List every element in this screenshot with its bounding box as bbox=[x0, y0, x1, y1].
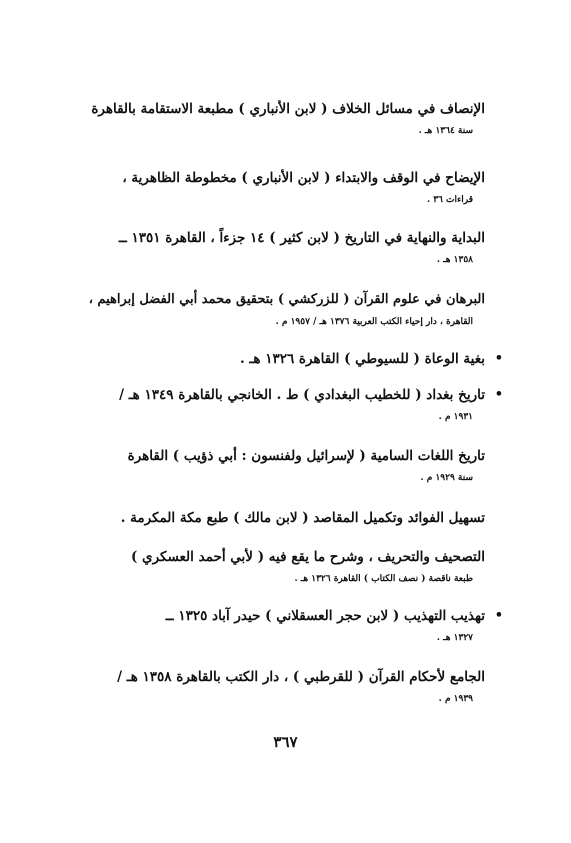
entry-text: تاريخ بغداد ( للخطيب البغدادي ) ط . الخانجي بالقاهرة ١٣٤٩ هـ / bbox=[119, 387, 485, 403]
bibliography-entry bbox=[87, 666, 485, 710]
bibliography-entry bbox=[87, 167, 485, 211]
entry-line: ١٣٢٧ هـ . bbox=[436, 633, 473, 643]
bibliography-entry bbox=[87, 605, 503, 649]
entry-line: القاهرة ، دار إحياء الكتب العربية ١٣٧٦ هـ / ١٩٥٧ م . bbox=[275, 317, 473, 327]
bibliography-entry bbox=[87, 445, 485, 489]
entry-text: بغية الوعاة ( للسيوطي ) القاهرة ١٣٢٦ هـ . bbox=[240, 351, 485, 367]
entry-line: ١٩٣٩ م . bbox=[438, 694, 473, 704]
bullet-icon: • bbox=[494, 387, 503, 402]
entry-line: الإيضاح في الوقف والابتداء ( لابن الأنباري ) مخطوطة الظاهرية ، bbox=[122, 170, 485, 186]
entry-line: طبعة ناقصة ( نصف الكتاب ) القاهرة ١٣٢٦ هـ . bbox=[294, 574, 473, 584]
bibliography-entry bbox=[87, 384, 503, 428]
bibliography-entry bbox=[87, 507, 485, 529]
bullet-icon: • bbox=[494, 351, 503, 366]
bibliography-entry bbox=[87, 98, 485, 142]
entry-line: البداية والنهاية في التاريخ ( لابن كثير ) ١٤ جزءاً ، القاهرة ١٣٥١ ــ bbox=[118, 230, 485, 246]
entry-line: سنة ١٩٢٩ م . bbox=[420, 473, 473, 483]
entry-text: تهذيب التهذيب ( لابن حجر العسقلاني ) حيدر آباد ١٣٢٥ ــ bbox=[165, 608, 485, 624]
entry-line: الإنصاف في مسائل الخلاف ( لابن الأنباري ) مطبعة الاستقامة بالقاهرة bbox=[91, 101, 485, 117]
bullet-icon: • bbox=[494, 608, 503, 623]
page-number: ٣٦٧ bbox=[273, 733, 298, 751]
entry-line: قراءات ٣٦ . bbox=[426, 195, 473, 205]
entry-line bbox=[87, 348, 503, 370]
entry-line: ١٣٥٨ هـ . bbox=[436, 255, 473, 265]
entry-line bbox=[87, 384, 503, 406]
entry-line bbox=[87, 605, 503, 627]
entry-line: تاريخ اللغات السامية ( لإسرائيل ولفنسون : أبي ذؤيب ) القاهرة bbox=[127, 448, 485, 464]
bibliography-entry bbox=[87, 289, 485, 333]
bibliography-entry bbox=[87, 227, 485, 271]
bibliography-entry bbox=[87, 546, 485, 590]
entry-line: ١٩٣١ م . bbox=[438, 412, 473, 422]
entry-line: البرهان في علوم القرآن ( للزركشي ) بتحقيق محمد أبي الفضل إبراهيم ، bbox=[88, 292, 485, 307]
entry-line: تسهيل الفوائد وتكميل المقاصد ( لابن مالك ) طبع مكة المكرمة . bbox=[120, 510, 485, 526]
entry-line: سنة ١٣٦٤ هـ . bbox=[418, 126, 473, 136]
bibliography-entry bbox=[87, 348, 503, 370]
entry-line: الجامع لأحكام القرآن ( للقرطبي ) ، دار الكتب بالقاهرة ١٣٥٨ هـ / bbox=[117, 669, 485, 685]
entry-line: التصحيف والتحريف ، وشرح ما يقع فيه ( لأبي أحمد العسكري ) bbox=[130, 549, 485, 565]
